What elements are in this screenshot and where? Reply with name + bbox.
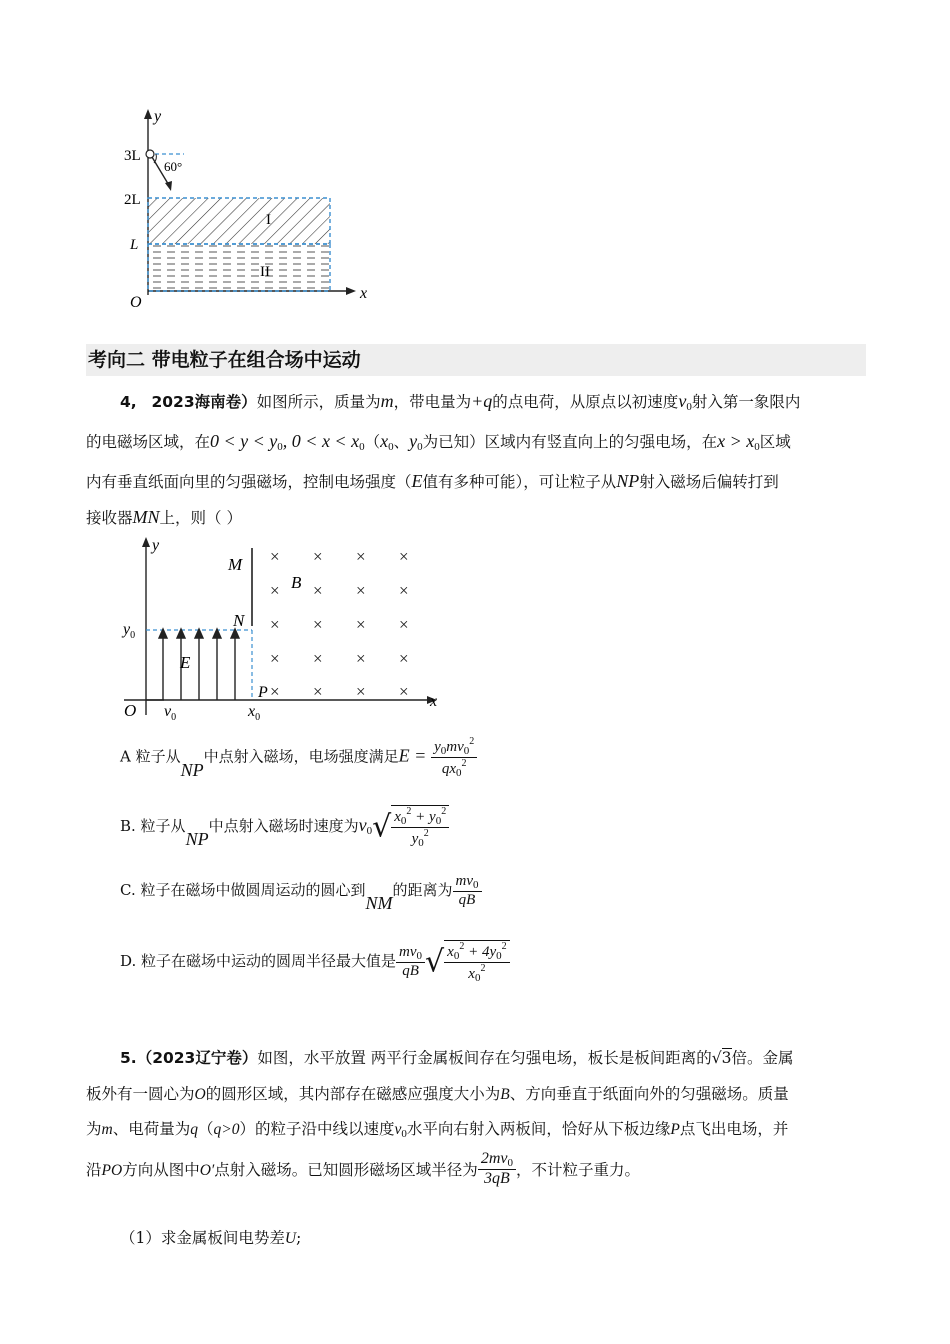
svg-text:×: × [313,547,323,566]
q4-line-4: 接收器MN上，则（ ） [86,507,242,527]
fig1-angle: 60° [164,159,183,174]
fig2-x0: $x_0$ [248,703,261,723]
fig1-2L: 2L [124,192,141,208]
fig2-y-label: y [152,537,160,554]
fig2-N: N [233,611,245,630]
svg-text:×: × [270,615,280,634]
option-b[interactable]: B. 粒子从NP中点射入磁场时速度为$v_0√$ $\frac{x_0^2 + y_0^2}{y_0^2}$ [120,805,449,849]
fig1-region-II: II [260,264,270,280]
section-heading: 考向二 带电粒子在组合场中运动 [86,344,866,376]
option-d[interactable]: D. 粒子在磁场中运动的圆周半径最大值是 $\frac{mv_0}{qB}$ √ $\frac{x_0^2 + 4y_0^2}{x_0^2}$ [120,940,510,984]
fig1-y-label: y [154,108,162,125]
q4-line-1: 4, 2023海南卷）如图所示，质量为m，带电量为+q的点电荷，从原点以初速度$v_0$射入第一象限内 [120,391,801,413]
q5-line-3: 为m、电荷量为q（q>0）的粒子沿中线以速度$v_0$水平向右射入两板间，恰好从下板边缘P点飞出电场，并 [86,1120,789,1140]
fig2-y0: $y_0$ [123,621,136,641]
y-axis-arrow [144,109,152,119]
q5-subquestion-1: （1）求金属板间电势差U; [120,1229,302,1247]
particle [146,150,154,158]
svg-text:×: × [399,547,409,566]
figure-2-diagram [110,530,450,730]
svg-text:×: × [399,615,409,634]
fig2-E: E [180,653,191,672]
svg-text:×: × [356,682,366,701]
svg-text:×: × [399,581,409,600]
option-a[interactable]: A 粒子从NP中点射入磁场，电场强度满足E = $\frac{y_0mv_0^2}{qx_0^2}$ [120,736,477,779]
q4-line-3: 内有垂直纸面向里的匀强磁场，控制电场强度（E值有多种可能），可让粒子从NP射入磁场后偏转打到 [86,471,779,491]
fig2-B: B [291,573,302,592]
fig1-3L: 3L [124,148,141,164]
svg-text:×: × [270,547,280,566]
svg-text:×: × [313,682,323,701]
magnetic-field-crosses [270,547,409,701]
fig2-origin: O [124,701,137,720]
region-1-hatched [148,198,330,244]
figure-1-diagram [110,105,380,315]
q4-line-2: 的电磁场区域，在$0 < y < y_0$, $0 < x < x_0(x_0$、$y_0$为已知）区域内有竖直向上的匀强电场，在$x > x_0$区域 [86,431,791,453]
svg-text:×: × [399,682,409,701]
svg-text:×: × [270,682,280,701]
svg-text:×: × [356,649,366,668]
svg-text:×: × [356,615,366,634]
electric-field-arrows [159,629,239,700]
fig2-v0: $v_0$ [164,703,177,723]
svg-text:×: × [313,581,323,600]
fig1-origin: O [130,294,142,311]
svg-text:×: × [399,649,409,668]
region-2-dashed [148,244,330,291]
svg-text:×: × [356,547,366,566]
q5-line-4: 沿PO方向从图中O′点射入磁场。已知圆形磁场区域半径为 $\frac{2mv_0}{3qB}$ ，不计粒子重力。 [86,1150,640,1187]
svg-text:×: × [313,649,323,668]
x-axis-arrow [346,287,356,295]
fig2-x-label: x [430,693,438,710]
svg-text:×: × [356,581,366,600]
svg-text:×: × [270,581,280,600]
q5-line-1: 5.（2023辽宁卷）如图，水平放置 两平行金属板间存在匀强电场，板长是板间距离的√3倍。金属 [120,1049,794,1067]
option-c[interactable]: C. 粒子在磁场中做圆周运动的圆心到NM的距离为 $\frac{mv_0}{qB}$ [120,873,482,909]
fig2-M: M [228,555,243,574]
fig1-L: L [130,237,139,253]
fig1-x-label: x [360,285,368,302]
svg-text:×: × [270,649,280,668]
fig2-P: P [258,684,268,701]
svg-text:×: × [313,615,323,634]
q5-line-2: 板外有一圆心为O的圆形区域，其内部存在磁感应强度大小为B、方向垂直于纸面向外的匀强磁场。质量 [86,1085,789,1103]
fig1-region-I: I [266,212,271,228]
